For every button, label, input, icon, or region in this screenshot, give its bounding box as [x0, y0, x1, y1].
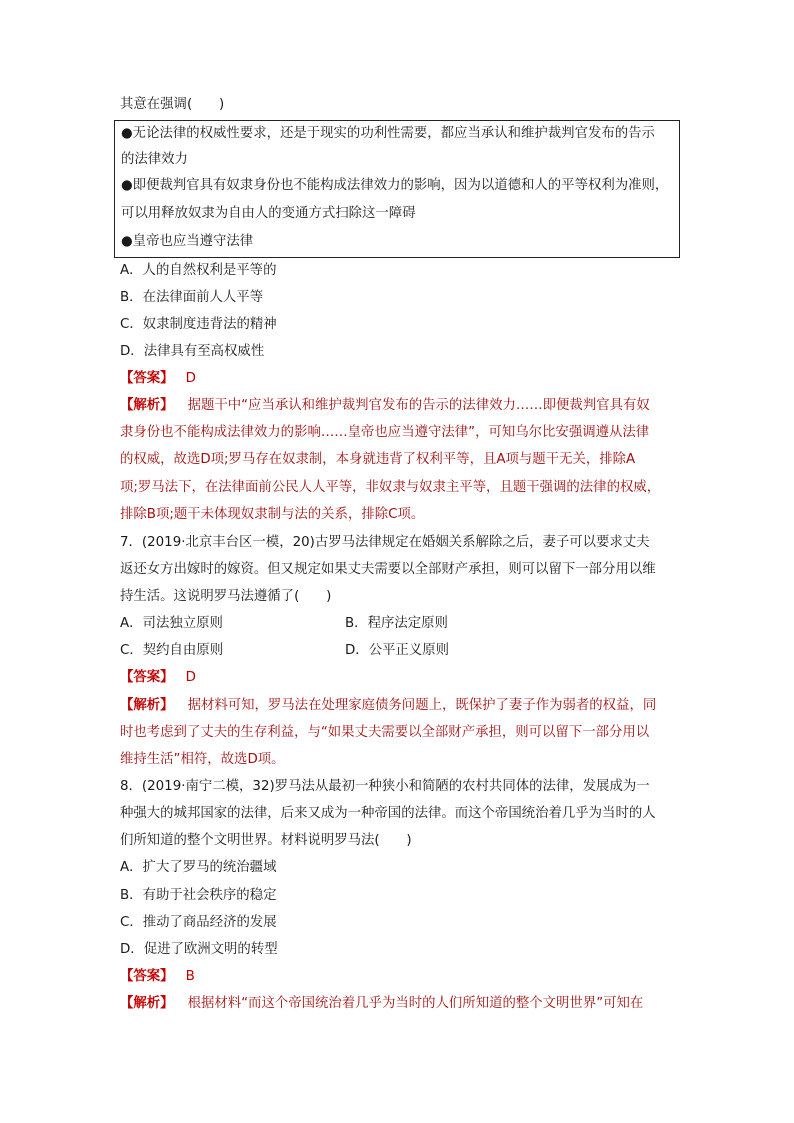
q8-stem-line: 8．(2019·南宁二模，32)罗马法从最初一种狭小和简陋的农村共同体的法律，发展成为一 — [120, 779, 650, 794]
q7-analysis-line: 维持生活”相符，故选D项。 — [120, 752, 285, 767]
q6-box-line: ●即便裁判官具有奴隶身份也不能构成法律效力的影响，因为以道德和人的平等权利为准则， — [121, 178, 669, 193]
analysis-label: 【解析】 — [120, 996, 174, 1011]
answer-label: 【答案】 — [120, 670, 174, 685]
q8-stem-line: 种强大的城邦国家的法律，后来又成为一种帝国的法律。而这个帝国统治着几乎为当时的人 — [120, 806, 656, 821]
q7-answer — [120, 669, 196, 687]
answer-value: B — [185, 969, 195, 984]
q6-material-box — [114, 120, 680, 258]
analysis-text: 据题干中“应当承认和维护裁判官发布的告示的法律效力……即便裁判官具有奴 — [187, 398, 650, 413]
q6-analysis-line — [120, 397, 650, 415]
q6-analysis-line: 排除B项;题干未体现奴隶制与法的关系，排除C项。 — [120, 507, 425, 522]
answer-value: D — [185, 371, 196, 386]
q7-analysis-line: 时也考虑到了丈夫的生存利益，与“如果丈夫需要以全部财产承担，则可以留下一部分用以 — [120, 725, 650, 740]
q7-option-a: A．司法独立原则 — [120, 616, 223, 631]
q6-answer — [120, 370, 196, 388]
q7-stem-line: 返还女方出嫁时的嫁资。但又规定如果丈夫需要以全部财产承担，则可以留下一部分用以维 — [120, 562, 656, 577]
q7-option-b: B．程序法定原则 — [345, 616, 448, 631]
analysis-text: 根据材料“而这个帝国统治着几乎为当时的人们所知道的整个文明世界”可知在 — [187, 996, 644, 1011]
q6-option-c: C．奴隶制度违背法的精神 — [120, 317, 277, 332]
q8-option-a: A．扩大了罗马的统治疆域 — [120, 860, 277, 875]
analysis-text: 据材料可知，罗马法在处理家庭债务问题上，既保护了妻子作为弱者的权益，同 — [187, 698, 657, 713]
q8-option-c: C．推动了商品经济的发展 — [120, 915, 277, 930]
q6-box-line: 的法律效力 — [121, 152, 188, 167]
q6-analysis-line: 隶身份也不能构成法律效力的影响……皇帝也应当遵守法律”，可知乌尔比安强调遵从法律 — [120, 425, 650, 440]
q6-box-line: 可以用释放奴隶为自由人的变通方式扫除这一障碍 — [121, 206, 416, 221]
q6-option-d: D．法律具有至高权威性 — [120, 344, 265, 359]
q6-analysis-line: 的权威，故选D项;罗马存在奴隶制，本身就违背了权利平等，且A项与题干无关，排除A — [120, 452, 636, 467]
q7-option-c: C．契约自由原则 — [120, 643, 224, 658]
q7-stem-line: 7．(2019·北京丰台区一模，20)古罗马法律规定在婚姻关系解除之后，妻子可以要求丈夫 — [120, 535, 650, 550]
q8-analysis-line — [120, 995, 643, 1013]
q7-option-d: D．公平正义原则 — [345, 643, 450, 658]
q8-option-d: D．促进了欧洲文明的转型 — [120, 942, 278, 957]
q6-option-b: B．在法律面前人人平等 — [120, 290, 264, 305]
q8-answer — [120, 968, 195, 986]
q6-box-line: ●无论法律的权威性要求，还是于现实的功利性需要，都应当承认和维护裁判官发布的告示 — [121, 126, 655, 141]
q7-analysis-line — [120, 697, 656, 715]
answer-label: 【答案】 — [120, 969, 174, 984]
q8-option-b: B．有助于社会秩序的稳定 — [120, 888, 277, 903]
analysis-label: 【解析】 — [120, 698, 174, 713]
q8-stem-line: 们所知道的整个文明世界。材料说明罗马法( ) — [120, 833, 412, 848]
q6-analysis-line: 项;罗马法下，在法律面前公民人人平等，非奴隶与奴隶主平等，且题干强调的法律的权威， — [120, 480, 661, 495]
answer-label: 【答案】 — [120, 371, 174, 386]
q7-stem-line: 持生活。这说明罗马法遵循了( ) — [120, 589, 332, 604]
q6-box-line: ●皇帝也应当遵守法律 — [121, 234, 254, 249]
answer-value: D — [185, 670, 196, 685]
q6-option-a: A．人的自然权利是平等的 — [120, 263, 277, 278]
q6-stem: 其意在强调( ) — [120, 97, 225, 112]
analysis-label: 【解析】 — [120, 398, 174, 413]
